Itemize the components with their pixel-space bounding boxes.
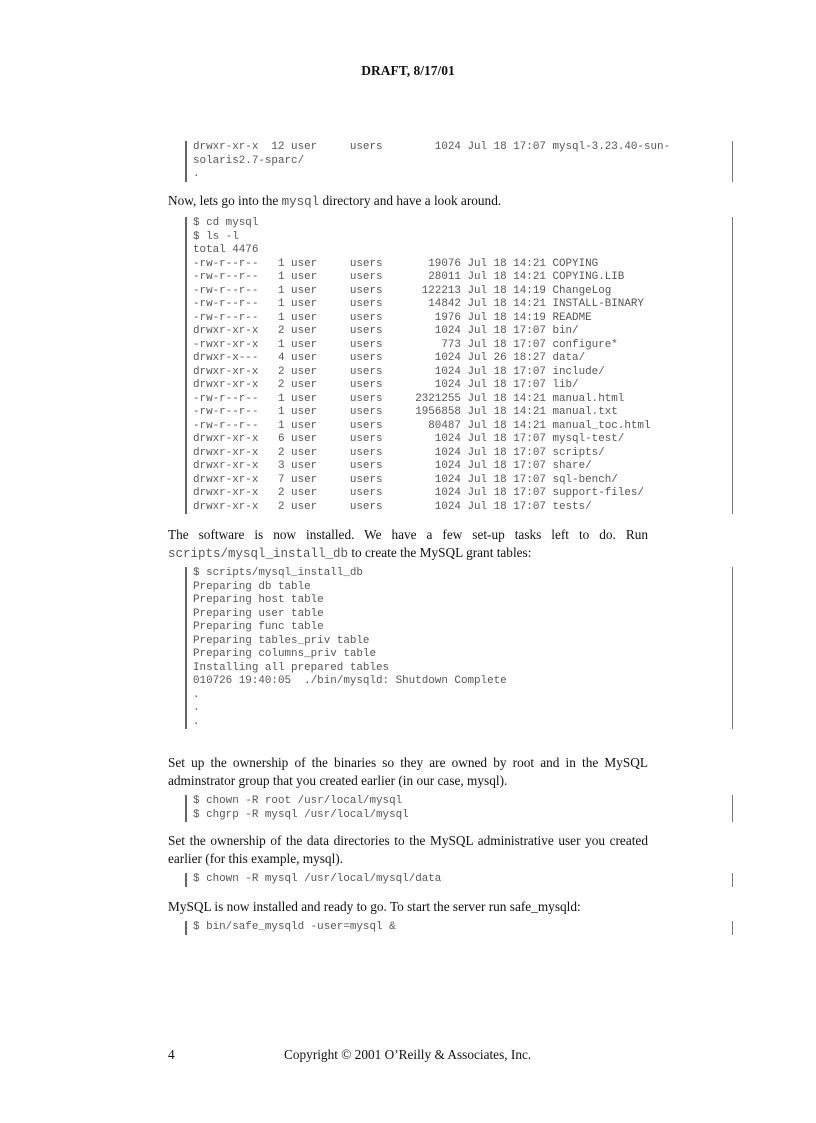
paragraph-ownership-binaries xyxy=(168,754,648,790)
paragraph-ownership-data xyxy=(168,832,648,868)
copyright-notice: Copyright © 2001 O’Reilly & Associates, Inc. xyxy=(284,1047,532,1062)
code-text: $ bin/safe_mysqld -user=mysql & xyxy=(193,921,396,933)
code-text: $ cd mysql $ ls -l total 4476 -rw-r--r-- 1 user users 19076 Jul 18 14:21 COPYING -rw-r--r-- 1 user users 28011 Jul 18 14:21 COPYING.LIB -rw-r--r-- 1 user users 122213 Jul 18 14:19 ChangeLog -rw-r--r-- 1 user users 14842 Jul 18 14:21 INSTALL-BINARY -rw-r--r-- 1 user users 1976 Jul 18 14:19 README drwxr-xr-x 2 user users 1024 Jul 18 17:07 bin/ -rwxr-xr-x 1 user users 773 Jul 18 17:07 configure* drwxr-x--- 4 user users 1024 Jul 26 18:27 data/ drwxr-xr-x 2 user users 1024 Jul 18 17:07 include/ drwxr-xr-x 2 user users 1024 Jul 18 17:07 lib/ -rw-r--r-- 1 user users 2321255 Jul 18 14:21 manual.html -rw-r--r-- 1 user users 1956858 Jul 18 14:21 manual.txt -rw-r--r-- 1 user users 80487 Jul 18 14:21 manual_toc.html drwxr-xr-x 6 user users 1024 Jul 18 17:07 mysql-test/ drwxr-xr-x 2 user users 1024 Jul 18 17:07 scripts/ drwxr-xr-x 3 user users 1024 Jul 18 17:07 share/ drwxr-xr-x 7 user users 1024 Jul 18 17:07 sql-bench/ drwxr-xr-x 2 user users 1024 Jul 18 17:07 support-files/ drwxr-xr-x 2 user users 1024 Jul 18 17:07 tests/ xyxy=(193,217,651,513)
paragraph-line: Set the ownership of the data directories to the MySQL administrative user you created xyxy=(168,833,648,848)
paragraph-line: The software is now installed. We have a few set-up tasks left to do. Run xyxy=(168,527,648,542)
code-block-chown-chgrp xyxy=(185,795,733,822)
page-number: 4 xyxy=(168,1047,175,1062)
paragraph-cd-mysql: Now, lets go into the mysql directory and have a look around. xyxy=(168,193,502,209)
paragraph-line: Set up the ownership of the binaries so they are owned by root and in the MySQL xyxy=(168,755,648,770)
inline-code-mysql: mysql xyxy=(281,195,320,209)
paragraph-line: adminstrator group that you created earlier (in our case, mysql). xyxy=(168,773,508,788)
page-header: DRAFT, 8/17/01 xyxy=(361,63,455,78)
code-block-safe-mysqld xyxy=(185,921,733,935)
code-block-install-db xyxy=(185,567,733,729)
paragraph-line: scripts/mysql_install_db to create the MySQL grant tables: xyxy=(168,545,532,561)
paragraph-software-installed xyxy=(168,526,648,563)
inline-code-install-db: scripts/mysql_install_db xyxy=(168,547,349,561)
paragraph-ready-to-go: MySQL is now installed and ready to go. To start the server run safe_mysqld: xyxy=(168,899,581,914)
code-text: $ chown -R mysql /usr/local/mysql/data xyxy=(193,873,442,885)
code-block-directory-listing xyxy=(185,141,733,182)
code-block-ls-listing xyxy=(185,217,733,514)
code-text: drwxr-xr-x 12 user users 1024 Jul 18 17:07 mysql-3.23.40-sun- solaris2.7-sparc/ . xyxy=(193,141,671,180)
code-text: $ scripts/mysql_install_db Preparing db table Preparing host table Preparing user table Preparing func table Preparing tables_priv table Preparing columns_priv table Installing all prepared tables 010726 19:40:05 ./bin/mysqld: Shutdown Complete . . . xyxy=(193,567,507,728)
code-block-chown-data xyxy=(185,873,733,887)
code-text: $ chown -R root /usr/local/mysql $ chgrp -R mysql /usr/local/mysql xyxy=(193,795,409,821)
paragraph-line: earlier (for this example, mysql). xyxy=(168,851,344,866)
